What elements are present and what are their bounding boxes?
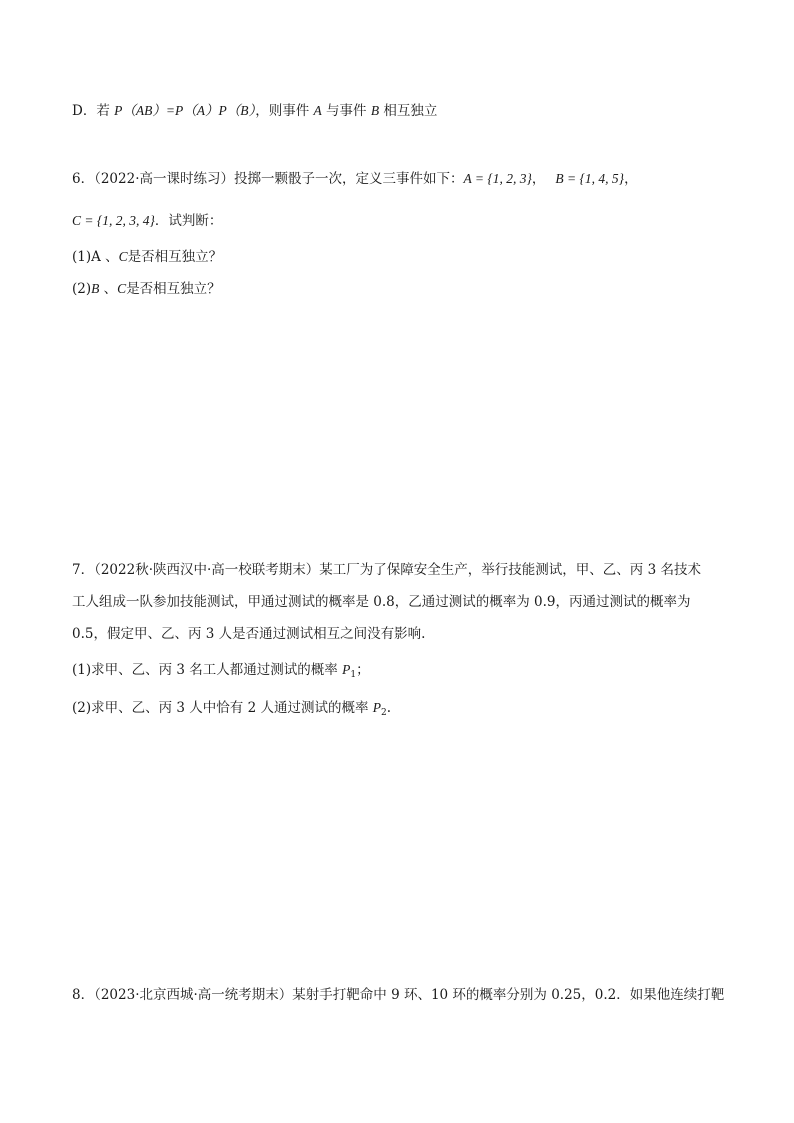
q7-sub2-end: . (386, 700, 392, 716)
q7-sub1-text: (1)求甲、乙、丙 3 名工人都通过测试的概率 (72, 662, 343, 678)
q6-stem: 投掷一颗骰子一次，定义三事件如下： (234, 171, 464, 187)
q6-sub2-mid: 、 (99, 281, 118, 297)
q6-judge: ．试判断： (154, 213, 223, 229)
option-d-formula: P（AB）=P（A）P（B） (114, 103, 256, 118)
q7-sub1 (72, 660, 734, 685)
q6-set-c-line (72, 211, 734, 231)
q6-sub1-prefix: (1)A 、 (72, 249, 119, 265)
q6-set-c: C = {1, 2, 3, 4} (72, 213, 155, 228)
option-d-prefix: D．若 (72, 103, 115, 119)
q7-sub1-var: P (342, 662, 351, 677)
q6-sub1 (72, 247, 734, 267)
q6-sub2 (72, 279, 734, 299)
q7-line-1: 7．（2022秋·陕西汉中·高一校联考期末）某工厂为了保障安全生产，举行技能测试，甲、乙、丙 3 名技术 (72, 562, 701, 578)
q6-sub2-var1: B (91, 281, 100, 296)
q7-sub1-end: ； (356, 662, 370, 678)
q7-sub2-index: 2 (381, 708, 387, 718)
q6-sub2-var2: C (117, 281, 127, 296)
q6-set-b: B = {1, 4, 5} (555, 171, 625, 186)
q6-sep: ， (531, 171, 546, 187)
q6-end: ， (624, 171, 638, 187)
q8-line-1: 8．（2023·北京西城·高一统考期末）某射手打靶命中 9 环、10 环的概率分别为 0.25，0.2．如果他连续打靶 (72, 987, 725, 1003)
q6-sub2-prefix: (2) (72, 281, 92, 297)
option-d-event-b: B (370, 103, 380, 118)
option-d-mid: 与事件 (321, 103, 371, 119)
option-d-event-a: A (313, 103, 322, 118)
q7-line-3: 0.5，假定甲、乙、丙 3 人是否通过测试相互之间没有影响. (72, 626, 426, 642)
q7-sub1-index: 1 (350, 670, 357, 680)
option-d-suffix-1: ，则事件 (255, 103, 314, 119)
q6-number-source: 6．（2022·高一课时练习） (72, 171, 234, 187)
q6-set-a: A = {1, 2, 3} (463, 171, 532, 186)
q7-sub2 (72, 698, 734, 723)
q6-sub1-suffix: 是否相互独立？ (127, 249, 223, 265)
q6-sub1-var: C (118, 249, 128, 264)
option-d (72, 101, 734, 121)
option-d-suffix-2: 相互独立 (379, 103, 438, 119)
q6-stem-line (72, 169, 734, 189)
q6-sub2-suffix: 是否相互独立？ (126, 281, 221, 297)
q7-sub2-text: (2)求甲、乙、丙 3 人中恰有 2 人通过测试的概率 (72, 700, 373, 716)
q7-sub2-var: P (372, 700, 382, 715)
q7-line-2: 工人组成一队参加技能测试，甲通过测试的概率是 0.8，乙通过测试的概率为 0.9，丙通过测试的概率为 (72, 594, 691, 610)
